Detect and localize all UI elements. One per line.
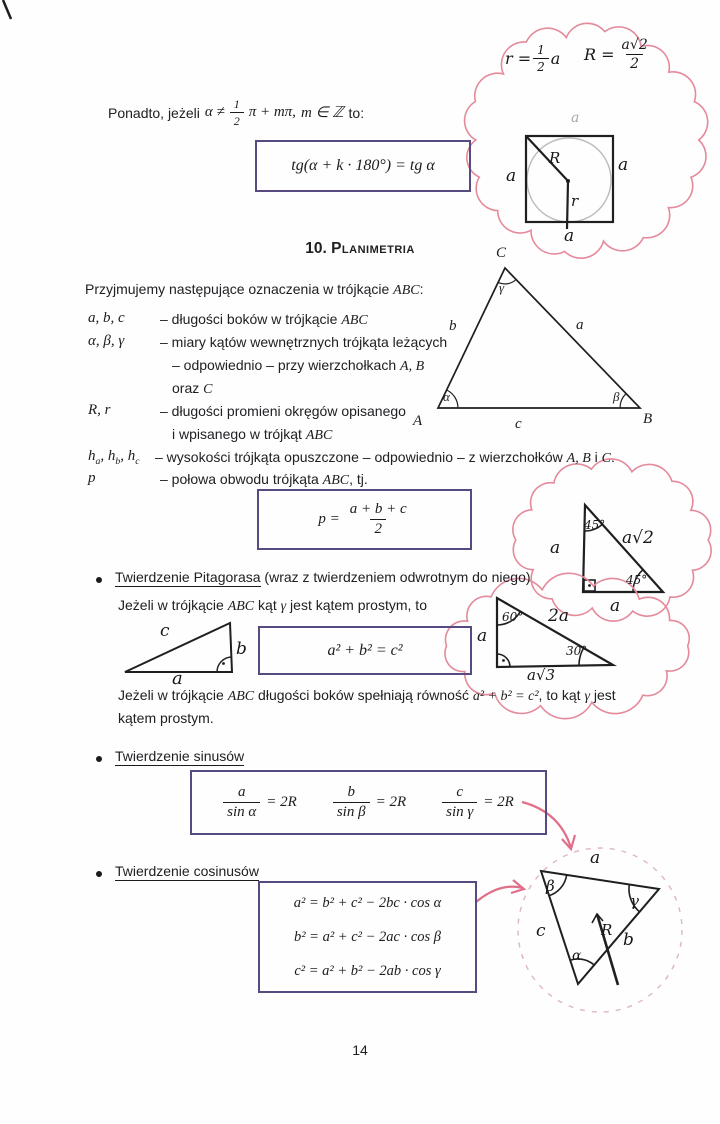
page-number: 14 [352,1042,368,1058]
inscribed-angle-gamma-label: γ [630,892,639,910]
ponadto-line [108,98,364,127]
b-over-sin-beta [333,785,370,821]
fraction-denominator: 2 [533,58,549,74]
section-number: 10. [305,240,327,257]
sine-ratio-b [333,785,406,821]
fraction-numerator: c [456,783,464,800]
square-side-right-label: a [618,155,629,175]
vertex-B-label: B [643,411,653,427]
helper-hypotenuse-c-label: c [160,621,170,641]
c-over-sin-gamma [442,785,477,821]
right-angle-dot [588,584,591,587]
fraction-denominator: 2 [230,112,244,128]
pythagoras-heading-underlined: Twierdzenie Pitagorasa [115,569,261,585]
a-sqrt2-fraction [618,38,652,71]
cosines-heading-text: Twierdzenie cosinusów [115,863,259,879]
tangent-formula: tg(α + k · 180°) = tg α [291,157,435,174]
angle-beta-label: β [613,389,620,404]
equals-2R: = 2R [266,794,297,810]
def-term-radii: R, r [88,402,111,418]
helper-base-a-label: a [172,668,183,689]
angle-60-label: 60° [502,610,524,624]
leg-a-label: a [477,626,488,646]
beta-arc [620,394,626,408]
tangent-periodicity-box [255,140,471,192]
fraction-denominator: sin β [333,802,370,821]
radius-r-label: r [571,192,579,210]
side-b-label: b [449,318,457,334]
radius-r-line [567,181,568,229]
scan-mark [3,0,11,19]
diagonal-R-label: R [549,149,561,167]
fraction-numerator: a + b + c [349,500,407,517]
pythagoras-heading [115,569,531,585]
right-triangle-sketch [125,623,232,672]
fraction-denominator: 2 [626,54,643,72]
r-equals: r = [505,49,532,69]
def-term-angles: α, β, γ [88,333,125,349]
m-integer-condition: m ∈ ℤ [300,105,344,122]
pythagoras-box [258,626,472,675]
pythagoras-formula: a² + b² = c² [327,641,403,659]
inscribed-radius-R-label: R [601,921,613,939]
def-term-sides: a, b, c [88,310,125,326]
inscribed-angle-beta-label: β [546,877,555,895]
sine-ratio-a [223,785,297,821]
cosines-heading [115,863,259,879]
fraction-numerator: a√2 [621,37,648,53]
def-desc-angles-2: – odpowiednio – przy wierzchołkach A, B [172,357,425,374]
intro-line: Przyjmujemy następujące oznaczenia w trójkącie ABC: [85,281,424,298]
angle-alpha-label: α [443,389,450,404]
pythagoras-reverse-line1: Jeżeli w trójkącie ABC długości boków spełniają równość a² + b² = c², to kąt γ jest [118,687,616,704]
bullet-icon [96,577,102,583]
sine-ratio-c [442,785,514,821]
sines-heading [115,748,244,764]
angle-45-right-label: 45° [626,573,648,587]
bullet-icon [96,871,102,877]
def-desc-heights: – wysokości trójkąta opuszczone – odpowiednio – z wierzchołków A, B i C. [155,449,615,466]
base-asqrt3-label: a√3 [527,666,556,684]
R-formula-note [584,38,652,71]
R-equals: R = [584,45,615,65]
pythagoras-condition-line: Jeżeli w trójkącie ABC kąt γ jest kątem prostym, to [118,597,427,614]
def-desc-radii-1: – długości promieni okręgów opisanego [160,403,406,419]
r-rhs: a [550,49,561,69]
def-desc-angles-3: oraz C [172,380,213,397]
inscribed-side-c-label: c [536,921,546,941]
one-half-fraction [230,98,244,127]
fraction-numerator: 1 [233,97,240,111]
angle-30-label: 30° [566,644,588,658]
to-suffix: to: [348,104,365,121]
inscribed-side-b-label: b [623,930,634,950]
half-perimeter-box [257,489,472,550]
side-c-label: c [515,416,522,432]
right-angle-dot [222,662,225,665]
inscribed-angle-alpha-label: α [572,948,582,964]
perimeter-fraction [346,502,411,538]
pi-term: π + mπ, [248,104,296,121]
leg-a-label: a [550,538,561,558]
fraction-numerator: 1 [537,43,545,57]
right-angle-dot [502,659,505,662]
p-equals: p = [318,511,340,527]
inscribed-side-a-label: a [590,848,601,868]
r-formula-note [505,44,560,73]
section-heading [0,240,720,258]
hypotenuse-2a-label: 2a [548,606,569,626]
angle-gamma-label: γ [499,280,505,295]
pythagoras-reverse-line2: kątem prostym. [118,710,214,726]
sines-box [190,770,547,835]
def-term-heights: $h_a$, $h_b$, $h_c$ [88,448,140,467]
bullet-icon [96,756,102,762]
cosine-law-a: a² = b² + c² − 2bc · cos α [293,895,442,911]
equals-2R: = 2R [483,794,514,810]
fraction-denominator: sin α [223,802,260,821]
square-side-bottom-label: a [564,226,575,246]
cosine-law-b: b² = a² + c² − 2ac · cos β [293,929,442,945]
fraction-numerator: a [237,783,246,800]
equals-2R: = 2R [375,794,407,810]
triangle-abc-diagram [438,268,640,408]
hypotenuse-asqrt2-label: a√2 [622,528,654,548]
vertex-A-label: A [413,413,423,429]
def-desc-sides: – długości boków w trójkącie ABC [160,311,368,328]
def-term-halfperimeter: p [88,470,96,486]
sines-heading-text: Twierdzenie sinusów [115,748,245,764]
def-desc-angles-1: – miary kątów wewnętrznych trójkąta leżących [160,334,448,350]
vertex-C-label: C [496,245,507,261]
fraction-denominator: sin γ [442,802,477,821]
pythagoras-heading-rest: (wraz z twierdzeniem odwrotnym do niego) [260,569,531,585]
cosines-box [258,881,477,993]
ponadto-prefix: Ponadto, jeżeli [108,104,200,121]
square-side-top-label: a [571,110,580,126]
fraction-denominator: 2 [370,519,386,538]
a-over-sin-alpha [223,785,260,821]
side-a-label: a [576,317,584,333]
half-perimeter-formula [318,502,410,538]
helper-leg-b-label: b [236,639,247,659]
angle-45-top-label: 45° [584,518,606,532]
square-side-left-label: a [506,166,517,186]
section-title: Planimetria [331,240,415,257]
cosine-law-c: c² = a² + b² − 2ab · cos γ [294,963,441,979]
def-desc-radii-2: i wpisanego w trójkąt ABC [172,426,333,443]
center-dot [566,179,570,183]
def-desc-halfperimeter: – połowa obwodu trójkąta ABC, tj. [160,471,368,488]
fraction-numerator: b [347,783,355,800]
half-fraction [533,44,549,73]
alpha-condition: α ≠ [204,104,225,121]
base-a-label: a [610,596,621,616]
arrow-from-cosines-box [476,887,523,902]
